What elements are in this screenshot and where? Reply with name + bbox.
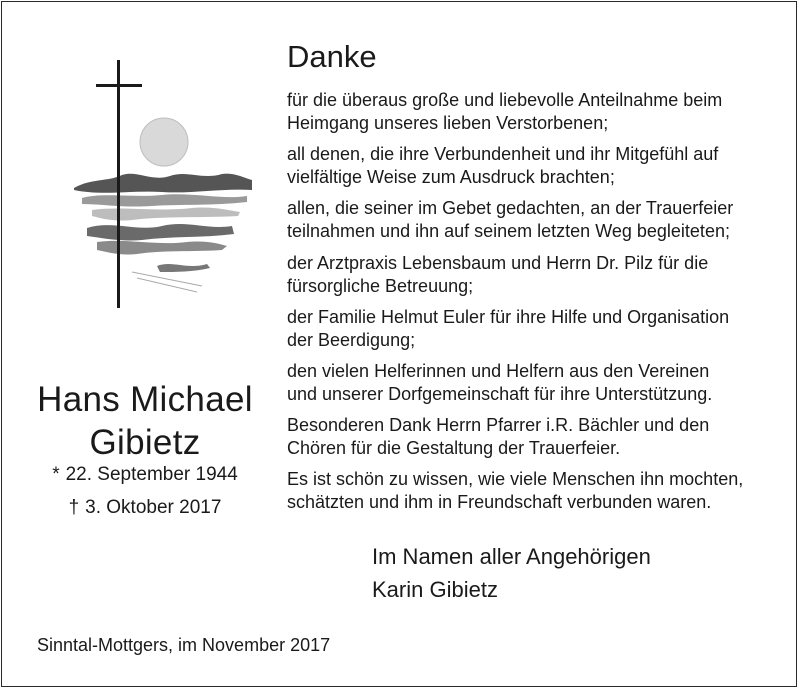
death-date-text: 3. Oktober 2017 <box>85 497 222 518</box>
thanks-paragraph <box>287 360 787 406</box>
signature-line-family: Im Namen aller Angehörigen <box>372 544 651 569</box>
death-cross-icon: † <box>68 497 80 518</box>
paragraph-line: der Familie Helmut Euler für ihre Hilfe und Organisation <box>287 307 730 327</box>
thanks-paragraph <box>287 252 787 298</box>
paragraph-line: der Arztpraxis Lebensbaum und Herrn Dr. Pilz für die <box>287 253 709 273</box>
paragraph-line: fürsorgliche Betreuung; <box>287 276 474 296</box>
landscape-cross-artwork <box>62 60 262 310</box>
thanks-paragraph <box>287 143 787 189</box>
place-date: Sinntal-Mottgers, im November 2017 <box>37 635 331 655</box>
paragraph-line: vielfältige Weise zum Ausdruck brachten; <box>287 167 615 187</box>
thanks-paragraph <box>287 306 787 352</box>
death-date <box>20 496 270 520</box>
deceased-name-first: Hans Michael <box>37 380 253 419</box>
thanks-paragraph <box>287 414 787 460</box>
deceased-name-last: Gibietz <box>89 423 201 462</box>
paragraph-line: teilnahmen und ihn auf seinem letzten Weg begleiteten; <box>287 221 730 241</box>
thanks-paragraph <box>287 89 787 135</box>
sun-icon <box>140 118 188 166</box>
paragraph-line: allen, die seiner im Gebet gedachten, an der Trauerfeier <box>287 198 734 218</box>
thanks-paragraph <box>287 468 787 514</box>
paragraph-line: Es ist schön zu wissen, wie viele Menschen ihn mochten, <box>287 469 744 489</box>
birth-date <box>20 463 270 487</box>
obituary-card <box>1 1 797 687</box>
thanks-paragraph <box>287 197 787 243</box>
birth-date-text: 22. September 1944 <box>65 464 238 485</box>
signature-line-name: Karin Gibietz <box>372 577 498 602</box>
paragraph-line: schätzten und ihm in Freundschaft verbunden waren. <box>287 492 712 512</box>
paragraph-line: Chören für die Gestaltung der Trauerfeier. <box>287 438 621 458</box>
paragraph-line: den vielen Helferinnen und Helfern aus den Vereinen <box>287 361 710 381</box>
paragraph-line: Besonderen Dank Herrn Pfarrer i.R. Bächler und den <box>287 415 710 435</box>
paragraph-line: Heimgang unseres lieben Verstorbenen; <box>287 113 609 133</box>
birth-star-icon: * <box>52 464 60 485</box>
paragraph-line: und unserer Dorfgemeinschaft für ihre Unterstützung. <box>287 384 713 404</box>
paragraph-line: für die überaus große und liebevolle Anteilnahme beim <box>287 90 723 110</box>
mountains-icon <box>74 174 252 292</box>
paragraph-line: der Beerdigung; <box>287 330 416 350</box>
paragraph-line: all denen, die ihre Verbundenheit und ihr Mitgefühl auf <box>287 144 719 164</box>
heading-danke: Danke <box>287 39 377 74</box>
